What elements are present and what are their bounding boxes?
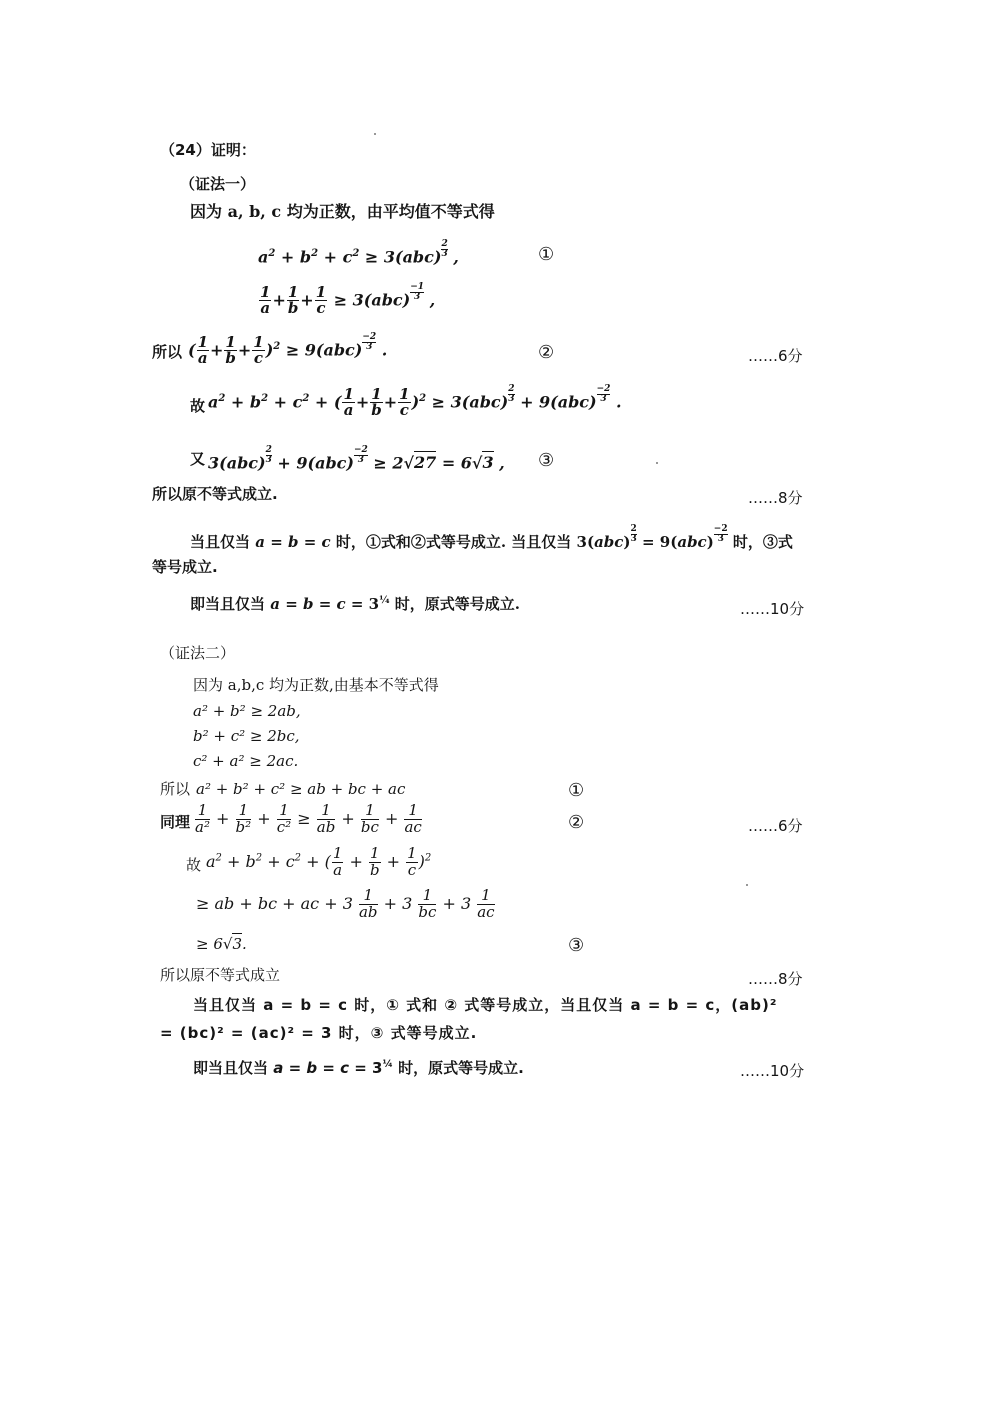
m1-mark-1: ① [538, 244, 555, 265]
m2-ineq1: a² + b² ≥ 2ab, [193, 702, 301, 720]
method-one-label: （证法一） [180, 175, 256, 193]
scan-speck [746, 884, 748, 886]
m1-score-6: ……6分 [748, 347, 803, 365]
m2-final: 即当且仅当 $a = b = c = 3^{\frac{1}{4}}$ 时，原式等号成立. [193, 1059, 524, 1077]
m2-eq2: $\frac{1}{\text{a²}}$ + $\frac{1}{\text{b²}}$ + $\frac{1}{\text{c²}}$ ≥ $\frac{1}{ab}$ + $\frac{1}{bc}$ + $\frac{1}{ac}$ [195, 801, 422, 836]
m2-same-prefix: 同理 [160, 813, 191, 831]
m1-mark-2: ② [538, 342, 555, 363]
m2-equality-line-b: = (bc)² = (ac)² = 3 时，③ 式等号成立. [160, 1024, 478, 1042]
m1-eq1: $a^2 + b^2 + c^2 \ge 3(abc)$ $\frac{2}{3}$ , [258, 239, 459, 267]
m2-eq3: $a^2 + b^2 + c^2$ + ( $\frac{1}{a}$ + $\frac{1}{b}$ + $\frac{1}{c}$ )$^2$ [206, 844, 432, 879]
method-one-intro: 因为 a, b, c 均为正数，由平均值不等式得 [190, 202, 495, 221]
m2-ineq3: c² + a² ≥ 2ac. [193, 752, 299, 770]
m2-eq1: a² + b² + c² ≥ ab + bc + ac [196, 780, 406, 798]
m1-so-prefix: 所以 [152, 343, 183, 361]
scan-speck [656, 462, 658, 464]
m2-therefore-prefix: 故 [186, 856, 202, 874]
m2-score-6: ……6分 [748, 817, 803, 835]
scan-speck [374, 133, 376, 135]
m2-equality-line-a: 当且仅当 a = b = c 时，① 式和 ② 式等号成立，当且仅当 a = b = c，(ab)² [193, 996, 778, 1014]
m2-mark-3: ③ [568, 935, 585, 956]
m1-eq2: $\frac{1}{a}$ + $\frac{1}{b}$ + $\frac{1}{c}$ ≥ 3(abc) $\frac{-1}{3}$ , [260, 282, 436, 318]
m1-equality-line-a: 当且仅当 a = b = c 时，①式和②式等号成立. 当且仅当 3(abc) $\frac{2}{3}$ = 9(abc) $\frac{-2}{3}$ 时，③式 [190, 524, 793, 551]
m1-mark-3: ③ [538, 450, 555, 471]
method-two-intro: 因为 a,b,c 均为正数,由基本不等式得 [193, 676, 439, 694]
m1-score-10: ……10分 [740, 600, 805, 618]
m2-eq4: ≥ ab + bc + ac + 3 $\frac{1}{ab}$ + 3 $\frac{1}{bc}$ + 3 $\frac{1}{ac}$ [196, 886, 495, 921]
m2-score-8: ……8分 [748, 970, 803, 988]
m2-so-prefix: 所以 [160, 780, 191, 798]
m2-mark-2: ② [568, 812, 585, 833]
m1-eq4: $a^2 + b^2 + c^2$ + ( $\frac{1}{a}$ + $\frac{1}{b}$ + $\frac{1}{c}$ )$^2$ ≥ 3(abc) $\frac{2}{3}$ + 9(abc) $\frac{-2}{3}$ . [208, 384, 622, 420]
m1-final: 即当且仅当 $a = b = c = 3^{\frac{1}{4}}$ 时，原式等号成立. [190, 595, 520, 613]
m2-conclusion: 所以原不等式成立 [160, 966, 281, 984]
m2-ineq2: b² + c² ≥ 2bc, [193, 727, 300, 745]
m1-eq3: ( $\frac{1}{a}$ + $\frac{1}{b}$ + $\frac{1}{c}$ )$^2$ ≥ 9(abc) $\frac{-2}{3}$ . [188, 332, 388, 368]
m1-also-prefix: 又 [190, 450, 206, 468]
m2-mark-1: ① [568, 780, 585, 801]
m2-score-10: ……10分 [740, 1062, 805, 1080]
m1-conclusion: 所以原不等式成立. [152, 485, 278, 503]
m1-therefore-prefix: 故 [190, 397, 206, 415]
m1-equality-line-b: 等号成立. [152, 558, 218, 576]
m2-eq5: ≥ 6√3. [196, 935, 247, 953]
m1-eq5: 3(abc) $\frac{2}{3}$ + 9(abc) $\frac{-2}{3}$ ≥ 2√27 = 6√3 , [208, 445, 505, 473]
problem-title: （24）证明： [160, 141, 256, 159]
m1-score-8: ……8分 [748, 489, 803, 507]
method-two-label: （证法二） [160, 644, 236, 662]
